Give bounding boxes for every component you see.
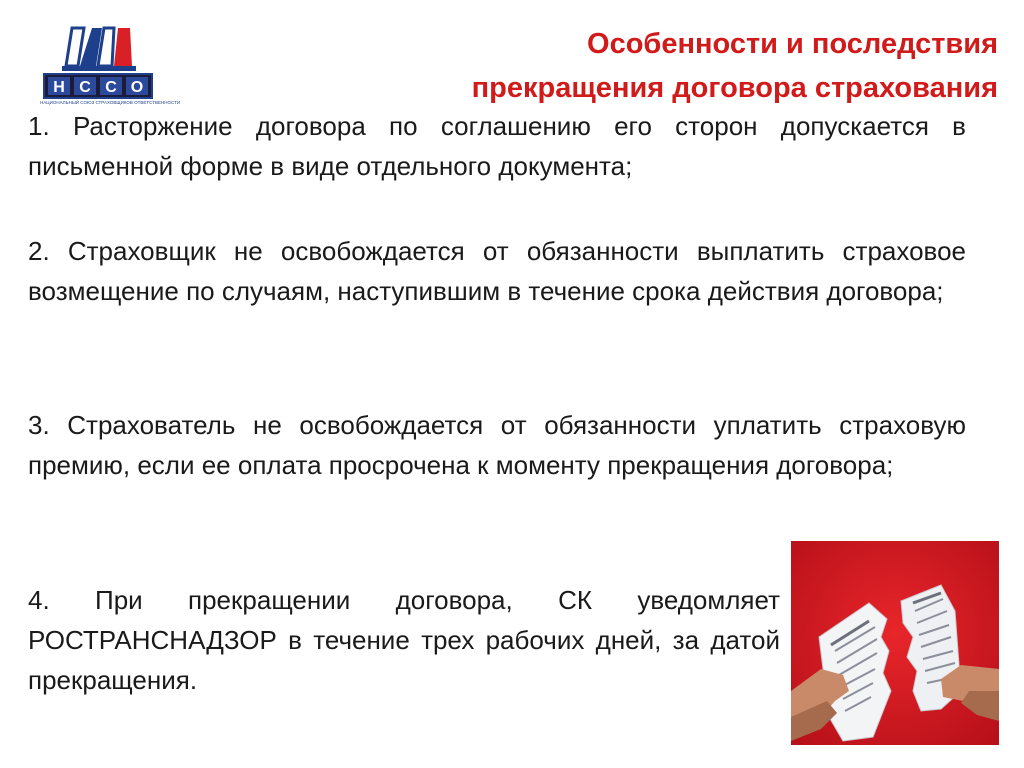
logo-letter-2: С [79, 79, 91, 96]
slide-title-line-2: прекращения договора страхования [471, 72, 998, 104]
nsso-logo-icon [40, 16, 156, 100]
torn-document-hands-icon [791, 541, 999, 745]
list-item-4: 4. При прекращении договора, СК уведомляет РОСТРАНСНАДЗОР в течение трех рабочих дней, за датой прекращения. [28, 585, 780, 695]
logo-letter-3: С [105, 79, 117, 96]
list-item-2: 2. Страховщик не освобождается от обязанности выплатить страховое возмещение по случаям, наступившим в течение срока действия договора; [28, 236, 966, 306]
logo-letter-4: О [130, 79, 144, 96]
list-item-1: 1. Расторжение договора по соглашению его сторон допускается в письменной форме в виде отдельного документа; [28, 111, 966, 181]
nsso-logo [40, 16, 181, 108]
logo-letter-1: Н [53, 79, 65, 96]
slide-title [358, 22, 998, 110]
list-item-3: 3. Страхователь не освобождается от обязанности уплатить страховую премию, если ее оплата просрочена к моменту прекращения договора; [28, 410, 966, 480]
logo-tagline: НАЦИОНАЛЬНЫЙ СОЮЗ СТРАХОВЩИКОВ ОТВЕТСТВЕННОСТИ [40, 100, 181, 105]
slide-title-line-1: Особенности и последствия [587, 28, 998, 60]
torn-document-photo [791, 541, 999, 745]
